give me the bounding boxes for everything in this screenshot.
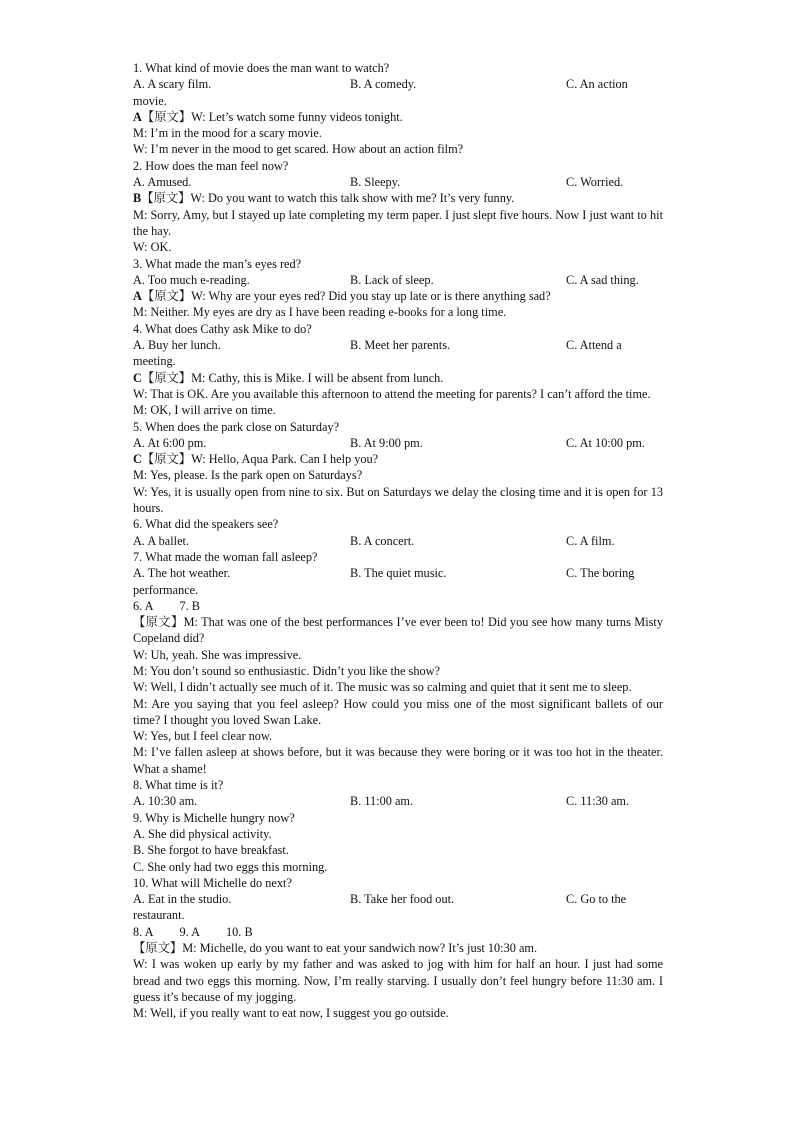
options-6: [133, 533, 663, 549]
transcript-5-line-2: M: Yes, please. Is the park open on Saturdays?: [133, 468, 363, 483]
transcript-1-line-2: M: I’m in the mood for a scary movie.: [133, 126, 322, 141]
answer-1: A: [133, 109, 142, 124]
transcript-label: 【原文】: [141, 191, 191, 206]
transcript-label: 【原文】: [141, 452, 192, 467]
option-7c: C. The boring: [566, 566, 635, 581]
option-1a: A. A scary film.: [133, 77, 212, 92]
transcript-810-line-2: W: I was woken up early by my father and was asked to jog with him for half an hour. I just had some bread and two eggs this morning. Now, I’m really starving. I usually don’t feel hungry before 11:30 am. I guess it’s because of my jogging.: [133, 957, 663, 1004]
question-3: 3. What made the man’s eyes red?: [133, 256, 302, 271]
transcript-4-line-3: M: OK, I will arrive on time.: [133, 403, 276, 418]
transcript-67-line-4: W: Well, I didn’t actually see much of it. The music was so calming and quiet that it sent me to sleep.: [133, 680, 632, 695]
question-2: 2. How does the man feel now?: [133, 158, 289, 173]
question-9: 9. Why is Michelle hungry now?: [133, 810, 295, 825]
transcript-67-line-1: 【原文】M: That was one of the best performances I’ve ever been to! Did you see how many turns Misty Copeland did?: [133, 615, 663, 646]
option-7b: B. The quiet music.: [350, 566, 447, 581]
options-1: [133, 76, 663, 109]
transcript-810-line-3: M: Well, if you really want to eat now, I suggest you go outside.: [133, 1006, 449, 1021]
option-9c: C. She only had two eggs this morning.: [133, 859, 328, 874]
answer-4: C: [133, 370, 142, 385]
answer-2: B: [133, 191, 142, 206]
option-4c: C. Attend a: [566, 338, 622, 353]
option-5c: C. At 10:00 pm.: [566, 435, 645, 450]
options-5: [133, 435, 663, 451]
answer-6: 6. A: [133, 598, 154, 613]
transcript-5-line-1: C【原文】W: Hello, Aqua Park. Can I help you?: [133, 452, 379, 467]
options-7: [133, 565, 663, 598]
answers-6-7: [133, 598, 663, 614]
options-4: [133, 337, 663, 370]
transcript-label: 【原文】: [133, 941, 183, 956]
option-7a: A. The hot weather.: [133, 566, 231, 581]
transcript-4-line-2: W: That is OK. Are you available this afternoon to attend the meeting for parents? I can’t afford the time.: [133, 386, 651, 401]
answer-8: 8. A: [133, 924, 154, 939]
question-10: 10. What will Michelle do next?: [133, 875, 292, 890]
option-4c-continued: meeting.: [133, 354, 176, 369]
option-2a: A. Amused.: [133, 175, 192, 190]
option-8b: B. 11:00 am.: [350, 794, 414, 809]
option-3b: B. Lack of sleep.: [350, 272, 434, 287]
option-6b: B. A concert.: [350, 533, 415, 548]
transcript-810-line-1: 【原文】M: Michelle, do you want to eat your sandwich now? It’s just 10:30 am.: [133, 941, 538, 956]
option-1c: C. An action: [566, 77, 628, 92]
option-6c: C. A film.: [566, 533, 615, 548]
option-1b: B. A comedy.: [350, 77, 417, 92]
question-1: 1. What kind of movie does the man want to watch?: [133, 61, 390, 75]
option-10c: C. Go to the: [566, 892, 627, 907]
transcript-3-line-1: A【原文】W: Why are your eyes red? Did you stay up late or is there anything sad?: [133, 289, 551, 304]
option-9a: A. She did physical activity.: [133, 826, 272, 841]
option-10b: B. Take her food out.: [350, 892, 455, 907]
transcript-label: 【原文】: [141, 370, 192, 385]
question-7: 7. What made the woman fall asleep?: [133, 549, 318, 564]
option-10c-continued: restaurant.: [133, 908, 185, 923]
option-2c: C. Worried.: [566, 175, 624, 190]
option-8a: A. 10:30 am.: [133, 794, 198, 809]
answer-7: 7. B: [179, 598, 200, 613]
transcript-label: 【原文】: [141, 109, 192, 124]
transcript-67-line-5: M: Are you saying that you feel asleep? How could you miss one of the most significant ballets of our time? I thought you loved Swan Lake.: [133, 696, 663, 727]
transcript-67-line-2: W: Uh, yeah. She was impressive.: [133, 647, 302, 662]
transcript-3-line-2: M: Neither. My eyes are dry as I have been reading e-books for a long time.: [133, 305, 507, 320]
option-5b: B. At 9:00 pm.: [350, 435, 423, 450]
answer-9: 9. A: [179, 924, 200, 939]
transcript-67-line-7: M: I’ve fallen asleep at shows before, but it was because they were boring or it was too hot in the theater. What a shame!: [133, 745, 663, 776]
option-4a: A. Buy her lunch.: [133, 338, 221, 353]
transcript-1-line-1: A【原文】W: Let’s watch some funny videos tonight.: [133, 109, 403, 124]
option-3a: A. Too much e-reading.: [133, 272, 250, 287]
question-8: 8. What time is it?: [133, 778, 224, 793]
transcript-2-line-1: B【原文】W: Do you want to watch this talk show with me? It’s very funny.: [133, 191, 515, 206]
option-4b: B. Meet her parents.: [350, 338, 451, 353]
answer-5: C: [133, 452, 142, 467]
transcript-5-line-3: W: Yes, it is usually open from nine to six. But on Saturdays we delay the closing time and it is open for 13 hours.: [133, 484, 663, 516]
option-3c: C. A sad thing.: [566, 272, 639, 287]
answer-3: A: [133, 289, 142, 304]
option-2b: B. Sleepy.: [350, 175, 401, 190]
option-7c-continued: performance.: [133, 582, 199, 597]
document-page: [133, 60, 663, 1022]
options-3: [133, 272, 663, 288]
option-5a: A. At 6:00 pm.: [133, 435, 207, 450]
question-5: 5. When does the park close on Saturday?: [133, 419, 340, 434]
option-10a: A. Eat in the studio.: [133, 892, 232, 907]
transcript-4-line-1: C【原文】M: Cathy, this is Mike. I will be absent from lunch.: [133, 370, 444, 385]
options-2: [133, 174, 663, 190]
transcript-67-line-3: M: You don’t sound so enthusiastic. Didn’t you like the show?: [133, 663, 440, 678]
transcript-label: 【原文】: [133, 615, 184, 630]
question-4: 4. What does Cathy ask Mike to do?: [133, 321, 312, 336]
transcript-label: 【原文】: [141, 289, 192, 304]
options-8: [133, 793, 663, 809]
answers-8-10: [133, 924, 663, 940]
question-6: 6. What did the speakers see?: [133, 517, 279, 532]
option-1c-continued: movie.: [133, 93, 167, 108]
option-8c: C. 11:30 am.: [566, 794, 630, 809]
answer-10: 10. B: [226, 924, 253, 939]
option-9b: B. She forgot to have breakfast.: [133, 843, 289, 858]
transcript-1-line-3: W: I’m never in the mood to get scared. How about an action film?: [133, 142, 464, 157]
transcript-67-line-6: W: Yes, but I feel clear now.: [133, 729, 273, 744]
options-10: [133, 891, 663, 924]
option-6a: A. A ballet.: [133, 533, 190, 548]
transcript-2-line-2: M: Sorry, Amy, but I stayed up late completing my term paper. I just slept five hours. Now I just want to hit the hay.: [133, 207, 663, 238]
transcript-2-line-3: W: OK.: [133, 240, 172, 255]
